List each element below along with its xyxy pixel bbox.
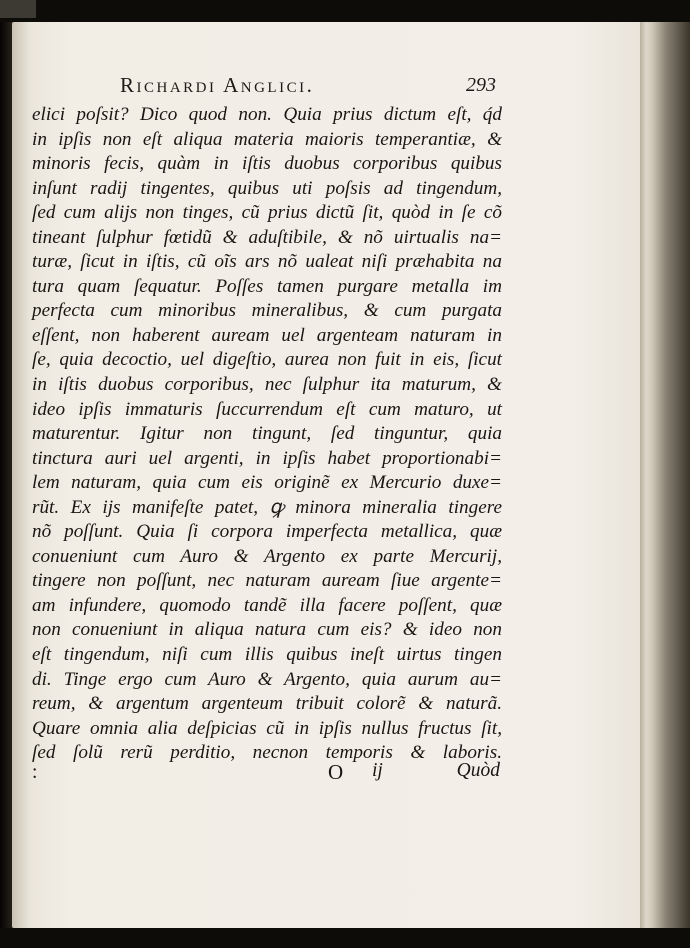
catchword: Quòd — [456, 760, 500, 781]
running-head: Richardi Anglici. — [120, 73, 315, 97]
page-number: 293 — [466, 74, 496, 96]
text-line: reum, & argentum argenteum tribuit colorẽ & naturã. — [32, 693, 502, 715]
text-line: Quare omnia alia deſpicias cũ in ipſis nullus fructus ſit, — [32, 717, 502, 739]
text-line: turæ, ſicut in iſtis, cũ oĩs ars nõ ualeat niſi præhabita na — [32, 251, 502, 273]
text-line: in iſtis duobus corporibus, nec ſulphur ita maturum, & — [32, 374, 502, 396]
text-line: tineant ſulphur fœtidũ & aduſtibile, & nõ uirtualis na= — [32, 226, 502, 248]
text-line: elici poſsit? Dico quod non. Quia prius dictum eſt, q́d — [32, 104, 502, 125]
signature-letter: O — [328, 760, 344, 784]
text-line: conueniunt cum Auro & Argento ex parte Mercurij, — [32, 545, 502, 567]
text-line: ideo ipſis immaturis ſuccurrendum eſt cum maturo, ut — [32, 398, 502, 420]
text-line: eſt tingendum, niſi cum illis quibus ineſt uirtus tingen — [32, 644, 502, 666]
text-line: rũt. Ex ijs manifeſte patet, ꝙ minora mineralia tingere — [32, 496, 502, 518]
text-line: non conueniunt in aliqua natura cum eis? & ideo non — [32, 619, 502, 641]
text-line: perfecta cum minoribus mineralibus, & cum purgata — [32, 300, 502, 322]
footer-mark: : — [32, 762, 38, 783]
text-line: tinctura auri uel argenti, in ipſis habet proportionabi= — [32, 447, 502, 469]
text-line: di. Tinge ergo cum Auro & Argento, quia aurum au= — [32, 668, 502, 690]
text-line: nõ poſſunt. Quia ſi corpora imperfecta metallica, quæ — [32, 521, 502, 543]
text-line: inſunt radij tingentes, quibus uti poſsis ad tingendum, — [32, 177, 502, 199]
page-footer — [32, 760, 500, 786]
text-line: eſſent, non haberent auream uel argenteam naturam in — [32, 324, 502, 346]
page-edges — [640, 22, 690, 928]
text-line: tura quam ſequatur. Poſſes tamen purgare metalla im — [32, 275, 502, 297]
text-line: tingere non poſſunt, nec naturam auream ſiue argente= — [32, 570, 502, 592]
text-line: lem naturam, quia cum eis originẽ ex Mercurio duxe= — [32, 472, 502, 494]
body-text — [32, 103, 502, 766]
text-line: minoris fecis, quàm in iſtis duobus corporibus quibus — [32, 153, 502, 175]
text-line: maturentur. Igitur non tingunt, ſed tinguntur, quia — [32, 423, 502, 445]
text-line: ſe, quia decoctio, uel digeſtio, aurea non fuit in eis, ſicut — [32, 349, 502, 371]
signature-number: ij — [372, 760, 383, 781]
text-line: ſed ſolũ rerũ perditio, necnon temporis & laboris. — [32, 742, 502, 764]
scan-corner-mark — [0, 0, 36, 18]
text-line: in ipſis non eſt aliqua materia maioris temperantiæ, & — [32, 128, 502, 150]
text-line: am infundere, quomodo tandẽ illa facere poſſent, quæ — [32, 594, 502, 616]
text-line: ſed cum alijs non tinges, cũ prius dictũ ſit, quòd in ſe cõ — [32, 202, 502, 224]
